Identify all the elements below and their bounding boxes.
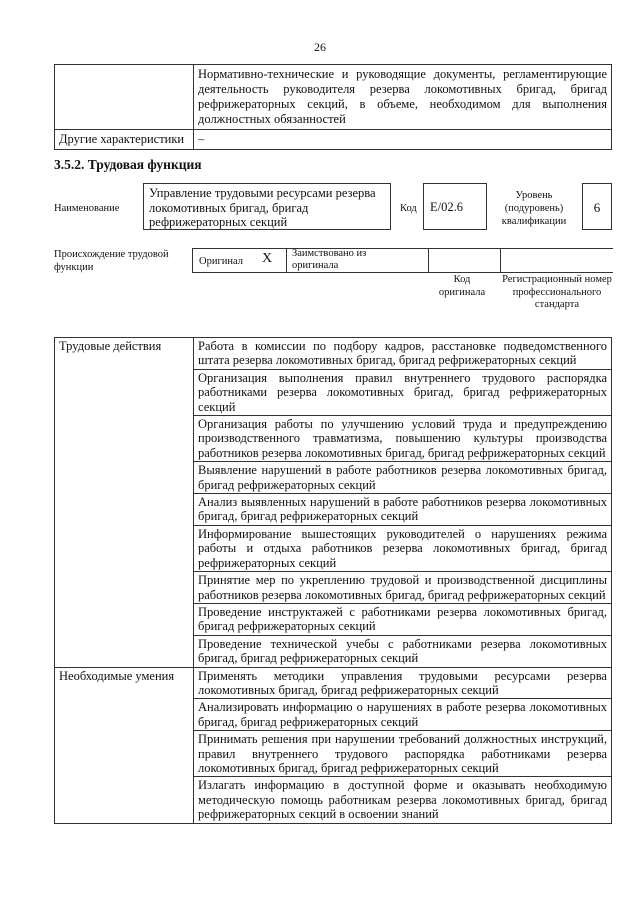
page-number: 26: [314, 40, 326, 54]
table-cell: Организация работы по улучшению условий труда и предупреждению производственного травматизма, повышению культуры производства работников резерва локомотивных бригад, бригад рефрижераторных секций: [194, 416, 612, 462]
table-row: [55, 65, 612, 130]
table-row: [55, 338, 612, 370]
table-cell: Выявление нарушений в работе работников резерва локомотивных бригад, бригад рефрижераторных секций: [194, 462, 612, 494]
section-heading: 3.5.2. Трудовая функция: [54, 157, 202, 172]
original-mark: X: [262, 251, 273, 266]
row-label: [55, 65, 194, 130]
section-label: Трудовые действия: [55, 338, 194, 668]
labor-functions-table: [54, 337, 612, 824]
table-cell: Принимать решения при нарушении требований должностных инструкций, правил внутреннего трудового распорядка работниками резерва локомотивных бригад, бригад рефрижераторных секций: [194, 731, 612, 777]
table-cell: Принятие мер по укреплению трудовой и производственной дисциплины работников резерва локомотивных бригад, бригад рефрижераторных секций: [194, 572, 612, 604]
row-label: Другие характеристики: [55, 130, 194, 150]
row-text: –: [194, 130, 612, 150]
level-label: Уровень (подуровень) квалификации: [501, 190, 567, 227]
table-cell: Применять методики управления трудовыми ресурсами резерва локомотивных бригад, бригад рефрижераторных секций: [194, 667, 612, 699]
table-cell: Информирование вышестоящих руководителей о нарушениях режима работы и отдыха работников резерва локомотивных бригад, бригад рефрижераторных секций: [194, 525, 612, 571]
table-cell: Проведение инструктажей с работниками резерва локомотивных бригад, бригад рефрижераторных секций: [194, 603, 612, 635]
table-cell: Проведение технической учебы с работниками резерва локомотивных бригад, бригад рефрижераторных секций: [194, 635, 612, 667]
borrowed-label: Заимствовано из оригинала: [292, 248, 367, 271]
divider: [286, 249, 287, 272]
divider: [500, 249, 501, 272]
row-text: Нормативно-технические и руководящие документы, регламентирующие деятельность руководителя резерва локомотивных бригад, бригад рефрижераторных секций, в объеме, необходимом для выполнения должностных обязанностей: [194, 65, 612, 130]
code-label: Код: [400, 203, 417, 214]
table-cell: Организация выполнения правил внутреннего трудового распорядка работниками резерва локомотивных бригад, бригад рефрижераторных секций: [194, 369, 612, 415]
table-row: [55, 130, 612, 150]
function-name-box: Управление трудовыми ресурсами резерва локомотивных бригад, бригад рефрижераторных секций: [143, 183, 391, 230]
name-label: Наименование: [54, 203, 120, 214]
original-label: Оригинал: [199, 256, 243, 267]
divider: [428, 249, 429, 272]
function-code-box: E/02.6: [423, 183, 487, 230]
table-cell: Работа в комиссии по подбору кадров, расстановке подведомственного штата резерва локомотивных бригад, бригад рефрижераторных секций: [194, 338, 612, 370]
table-cell: Излагать информацию в доступной форме и оказывать необходимую методическую помощь работникам резерва локомотивных бригад, бригад рефрижераторных секций в освоении знаний: [194, 777, 612, 823]
code-original-caption: Код оригинала: [438, 274, 486, 298]
section-label: Необходимые умения: [55, 667, 194, 823]
table-cell: Анализ выявленных нарушений в работе работников резерва локомотивных бригад, бригад рефрижераторных секций: [194, 494, 612, 526]
table-cell: Анализировать информацию о нарушениях в работе резерва локомотивных бригад, бригад рефрижераторных секций: [194, 699, 612, 731]
top-table: [54, 64, 612, 150]
level-box: 6: [582, 183, 612, 230]
origin-row: [192, 248, 613, 273]
table-row: [55, 667, 612, 699]
registration-number-caption: Регистрационный номер профессионального стандарта: [502, 274, 612, 310]
origin-label: Происхождение трудовой функции: [54, 249, 169, 273]
